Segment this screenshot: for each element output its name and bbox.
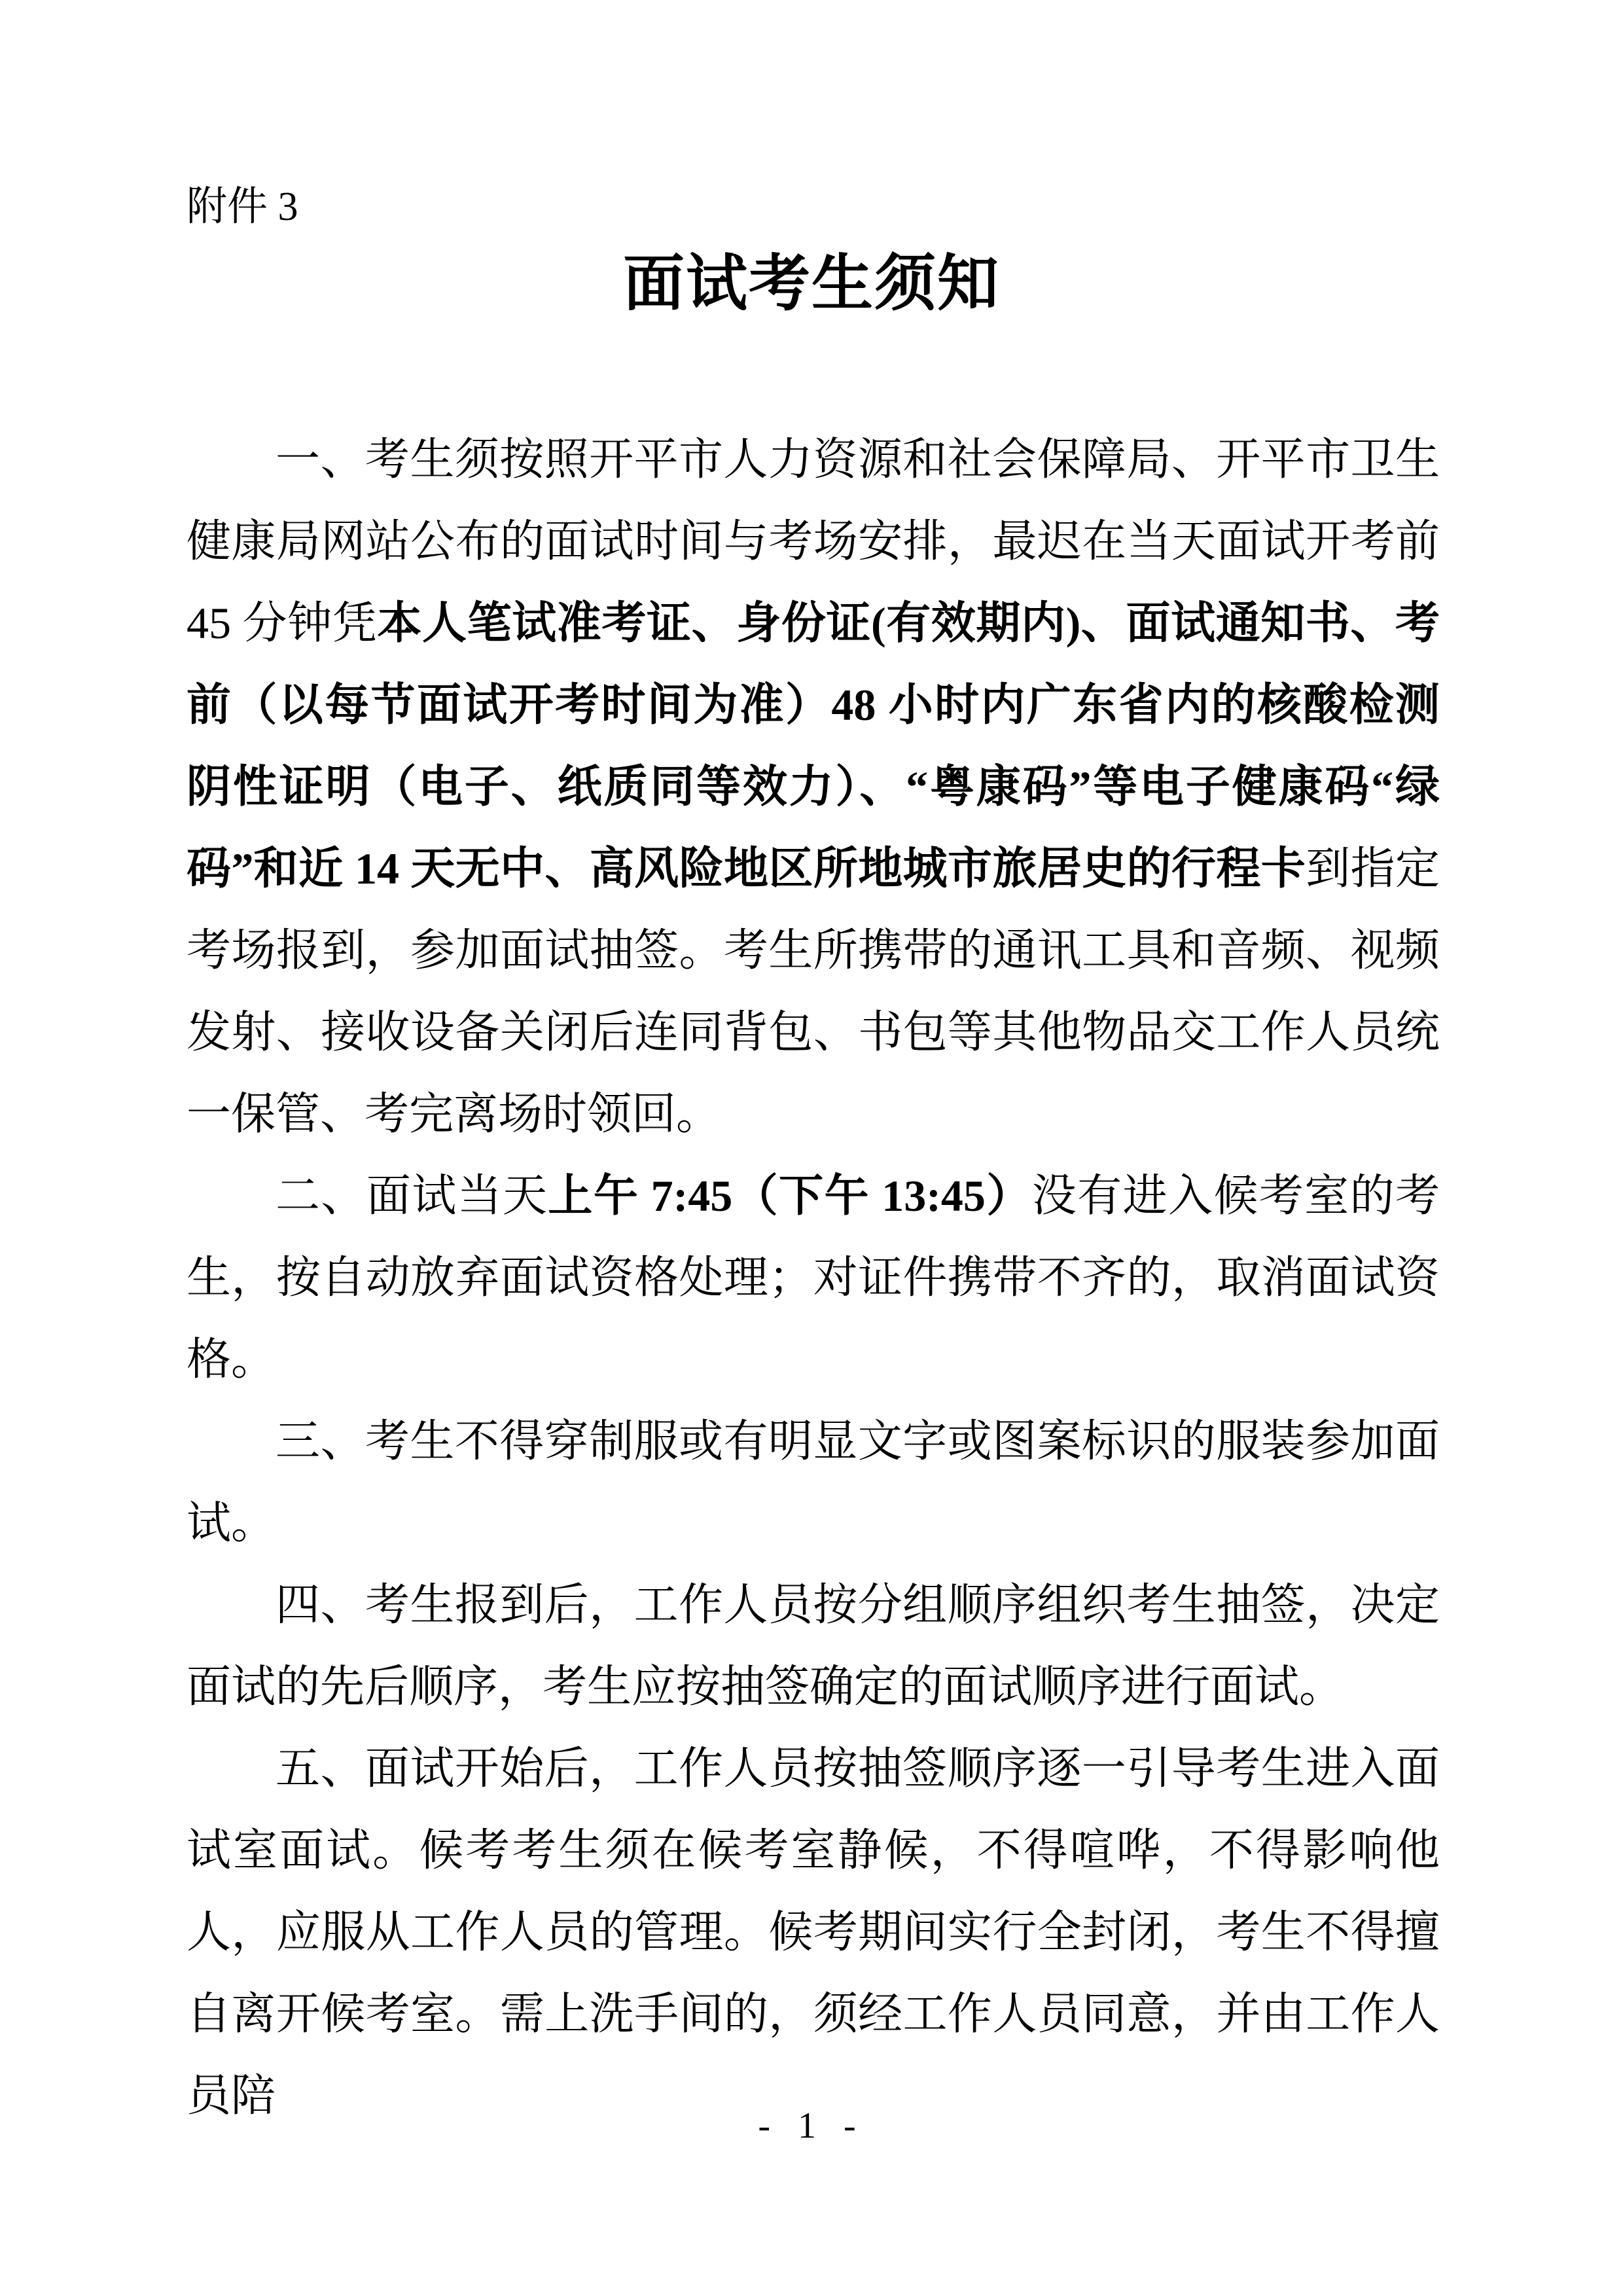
paragraph-3: [187, 1401, 1440, 1564]
paragraph-2: [187, 1155, 1440, 1401]
paragraph-2-segment-2-bold: 上午 7:45（下午 13:45）: [548, 1171, 1032, 1221]
paragraph-2-segment-1: 二、面试当天: [276, 1171, 548, 1221]
paragraph-1-segment-3: 到指定考场报到，参加面试抽签。考生所携带的通讯工具和音频、视频发射、接收设备关闭后连同背包、书包等其他物品交工作人员统一保管、考完离场时领回。: [187, 844, 1440, 1139]
paragraph-1: [187, 419, 1440, 1155]
document-body: [187, 419, 1440, 2137]
page-number: - 1 -: [758, 2106, 865, 2146]
attachment-label: 附件 3: [187, 185, 298, 229]
paragraph-1-segment-1: 一、考生须按照开平市人力资源和社会保障局、开平市卫生健康局网站公布的面试时间与考场安排，最迟在当天面试开考前 45 分钟凭: [187, 435, 1440, 648]
paragraph-5-segment-1: 五、面试开始后，工作人员按抽签顺序逐一引导考生进入面试室面试。候考考生须在候考室静候，不得喧哗，不得影响他人，应服从工作人员的管理。候考期间实行全封闭，考生不得擅自离开候考室。需上洗手间的，须经工作人员同意，并由工作人员陪: [187, 1744, 1440, 2121]
paragraph-4: [187, 1564, 1440, 1728]
paragraph-3-segment-1: 三、考生不得穿制服或有明显文字或图案标识的服装参加面试。: [187, 1416, 1440, 1548]
paragraph-4-segment-1: 四、考生报到后，工作人员按分组顺序组织考生抽签，决定面试的先后顺序，考生应按抽签确定的面试顺序进行面试。: [187, 1580, 1440, 1712]
page-title: 面试考生须知: [622, 249, 1000, 317]
paragraph-1-segment-2-bold: 本人笔试准考证、身份证(有效期内)、面试通知书、考前（以每节面试开考时间为准）48 小时内广东省内的核酸检测阴性证明（电子、纸质同等效力）、“粤康码”等电子健康码“绿码”和近 14 天无中、高风险地区所地城市旅居史的行程卡: [187, 598, 1440, 893]
paragraph-5: [187, 1728, 1440, 2137]
paragraph-2-segment-3: 没有进入候考室的考生，按自动放弃面试资格处理；对证件携带不齐的，取消面试资格。: [187, 1171, 1440, 1384]
